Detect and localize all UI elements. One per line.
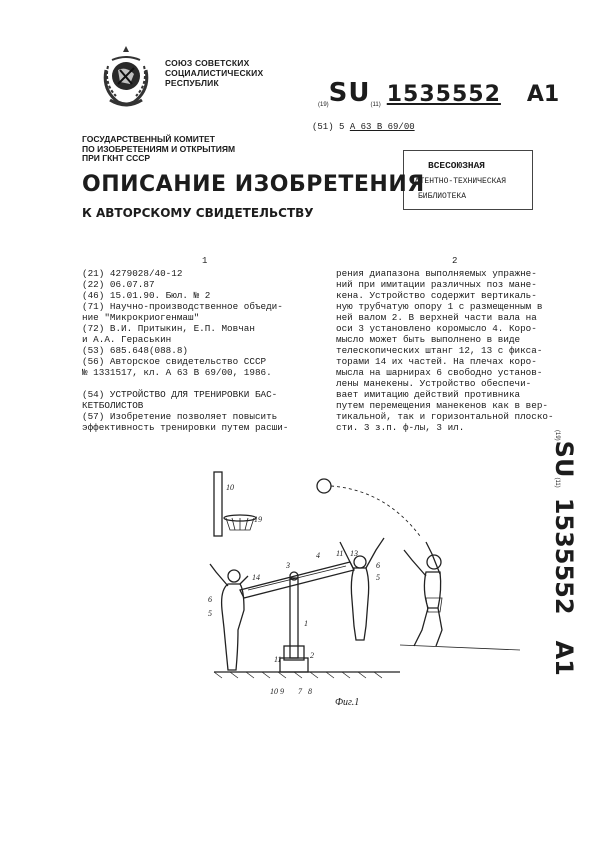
column-number-2: 2 xyxy=(452,256,458,266)
text-line: КЕТБОЛИСТОВ xyxy=(82,400,144,411)
text-line: (72) В.И. Притыкин, Е.П. Мовчан xyxy=(82,323,255,334)
figure-label: 10 xyxy=(270,687,278,696)
union-name: СОЮЗ СОВЕТСКИХ СОЦИАЛИСТИЧЕСКИХ РЕСПУБЛИК xyxy=(165,58,264,88)
ball xyxy=(317,479,331,493)
text-line: № 1331517, кл. А 63 В 69/00, 1986. xyxy=(82,367,272,378)
text-line: вает имитацию действий противника xyxy=(336,389,521,400)
backboard xyxy=(214,472,222,536)
figure-label: 11 xyxy=(336,549,344,558)
ipc-classification: (51) 5 A 63 B 69/00 xyxy=(312,122,415,132)
figure-label: 6 xyxy=(376,561,380,570)
text-line: (71) Научно-производственное объеди- xyxy=(82,301,283,312)
text-line: торами 14 их частей. На плечах коро- xyxy=(336,356,537,367)
text-line: рения диапазона выполняемых упражне- xyxy=(336,268,537,279)
patent-figure xyxy=(200,450,540,710)
library-stamp: ВСЕСОЮЗНАЯ ПАТЕНТНО-ТЕХНИЧЕСКАЯ БИБЛИОТЕКА xyxy=(403,150,533,210)
committee-name: ГОСУДАРСТВЕННЫЙ КОМИТЕТ ПО ИЗОБРЕТЕНИЯМ И ОТКРЫТИЯМ ПРИ ГКНТ СССР xyxy=(82,134,236,163)
text-line: телескопических штанг 12, 13 с фикса- xyxy=(336,345,543,356)
text-line: ней валом 2. В верхней части вала на xyxy=(336,312,537,323)
figure-label: 1 xyxy=(304,619,308,628)
text-line: ную трубчатую опору 1 с размещенным в xyxy=(336,301,543,312)
figure-label: 2 xyxy=(310,651,314,660)
text-line: путем перемещения манекенов как в вер- xyxy=(336,400,549,411)
document-title: ОПИСАНИЕ ИЗОБРЕТЕНИЯ xyxy=(82,172,425,197)
text-line: сти. 3 з.п. ф-лы, 3 ил. xyxy=(336,422,465,433)
document-subtitle: К АВТОРСКОМУ СВИДЕТЕЛЬСТВУ xyxy=(82,206,314,220)
text-line: (21) 4279028/40-12 xyxy=(82,268,183,279)
abstract-column xyxy=(336,268,561,433)
text-line: (57) Изобретение позволяет повысить xyxy=(82,411,278,422)
text-line: тикальной, так и горизонтальной плоско- xyxy=(336,411,554,422)
text-line xyxy=(82,378,307,389)
publication-number: (19)SU(11) 1535552 A1 xyxy=(318,78,560,108)
text-line: лены манекены. Устройство обеспечи- xyxy=(336,378,532,389)
bibliographic-column xyxy=(82,268,307,433)
text-line: (22) 06.07.87 xyxy=(82,279,155,290)
figure-label: 14 xyxy=(252,573,260,582)
text-line: и А.А. Гераськин xyxy=(82,334,172,345)
player-figure xyxy=(404,542,442,646)
text-line: мысло может быть выполнено в виде xyxy=(336,334,521,345)
figure-label: 6 xyxy=(208,595,212,604)
text-line: (54) УСТРОЙСТВО ДЛЯ ТРЕНИРОВКИ БАС- xyxy=(82,389,278,400)
figure-label: 13 xyxy=(350,549,358,558)
text-line: оси 3 установлено коромысло 4. Коро- xyxy=(336,323,537,334)
text-line: (53) 685.648(088.8) xyxy=(82,345,189,356)
figure-label: 8 xyxy=(308,687,312,696)
figure-caption: Фиг.1 xyxy=(335,697,360,708)
figure-label: 19 xyxy=(254,515,262,524)
text-line: кена. Устройство содержит вертикаль- xyxy=(336,290,537,301)
text-line: ний при имитации различных поз мане- xyxy=(336,279,537,290)
ussr-emblem-icon xyxy=(96,40,156,110)
text-line: эффективность тренировки путем расши- xyxy=(82,422,289,433)
figure-label: 5 xyxy=(208,609,212,618)
text-line: (56) Авторское свидетельство СССР xyxy=(82,356,267,367)
mannequin-left xyxy=(210,564,248,670)
figure-label: 10 xyxy=(226,483,234,492)
side-publication-number: (19)SU(11)1535552A1 xyxy=(550,430,578,676)
text-line: ние "Микрокриогенмаш" xyxy=(82,312,200,323)
figure-label: 3 xyxy=(286,561,290,570)
figure-label: 11 xyxy=(274,655,282,664)
figure-label: 5 xyxy=(376,573,380,582)
mannequin-right xyxy=(340,538,384,640)
column-number-1: 1 xyxy=(202,256,208,266)
text-line: (46) 15.01.90. Бюл. № 2 xyxy=(82,290,211,301)
figure-label: 7 xyxy=(298,687,302,696)
figure-label: 9 xyxy=(280,687,284,696)
figure-label: 4 xyxy=(316,551,320,560)
text-line: мысла на шарнирах 6 свободно установ- xyxy=(336,367,543,378)
